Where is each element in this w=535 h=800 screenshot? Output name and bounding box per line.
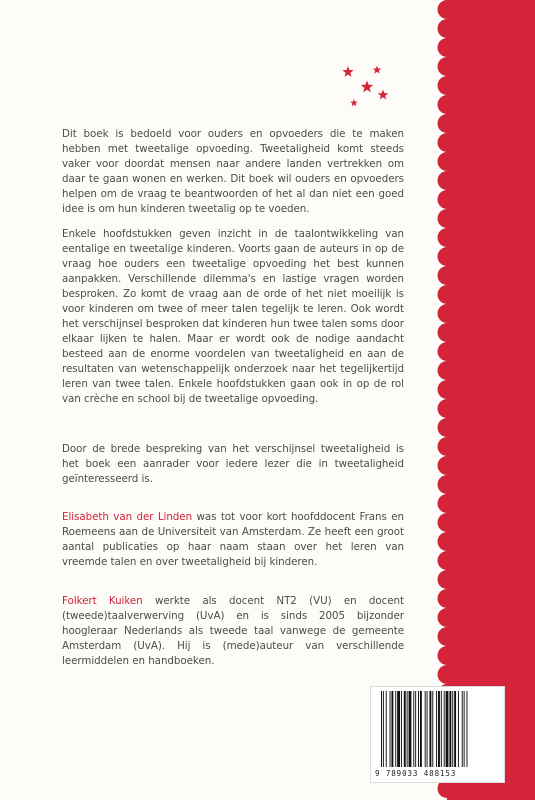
author-bio-kuiken	[62, 594, 404, 669]
author-bio-text: werkte als docent NT2 (VU) en docent (tweede)taalverwerving (UvA) en is sinds 2005 bijzonder hoogleraar Nederlands als tweede taal vanwege de gemeente Amsterdam (UvA). Hij is (mede)auteur van verschillende leermiddelen en handboeken.	[62, 595, 405, 667]
star-icon	[350, 99, 358, 106]
author-name: Folkert Kuiken	[62, 595, 143, 607]
author-bio-linden	[62, 510, 404, 570]
conclusion-paragraph: Door de brede bespreking van het verschijnsel tweetaligheid is het boek een aanrader voor iedere lezer die in tweetaligheid geïnteresseerd is.	[62, 443, 404, 485]
barcode-number: 9 789033 488153	[375, 769, 457, 778]
star-icon	[373, 66, 382, 74]
barcode-bars	[381, 691, 496, 767]
isbn-barcode	[370, 686, 505, 783]
author-name: Elisabeth van der Linden	[62, 511, 193, 523]
star-icon	[361, 81, 373, 93]
star-icon	[342, 66, 353, 77]
chapters-paragraph: Enkele hoofdstukken geven inzicht in de taalontwikkeling van eentalige en tweetalige kinderen. Voorts gaan de auteurs in op de vraag hoe ouders een tweetalige opvoeding het best kunnen aanpakken. Verschillende dilemma's en lastige vragen worden besproken. Zo komt de vraag aan de orde of het niet moeilijk is voor kinderen om twee of meer talen tegelijk te leren. Ook wordt het verschijnsel besproken dat kinderen hun twee talen soms door elkaar lijken te halen. Maar er wordt ook de nodige aandacht besteed aan de enorme voordelen van tweetaligheid en aan de resultaten van wetenschappelijk onderzoek naar het tegelijkertijd leren van twee talen. Enkele hoofdstukken gaan ook in op de rol van crèche en school bij de tweetalige opvoeding.	[62, 228, 404, 405]
intro-paragraph: Dit boek is bedoeld voor ouders en opvoeders die te maken hebben met tweetalige opvoeding. Tweetaligheid komt steeds vaker voor doordat mensen naar andere landen vertrekken om daar te gaan wonen en werken. Dit boek wil ouders en opvoeders helpen om de vraag te beantwoorden of het al dan niet een goed idee is om hun kinderen tweetalig op te voeden.	[62, 128, 404, 215]
star-icon	[378, 90, 388, 100]
author-bio-text: was tot voor kort hoofddocent Frans en Roemeens aan de Universiteit van Amsterdam. Ze heeft een groot aantal publicaties op haar naam staan over het leren van vreemde talen en over tweetaligheid bij kinderen.	[62, 511, 404, 568]
stars-decoration	[336, 62, 396, 112]
scalloped-red-band	[417, 0, 535, 800]
